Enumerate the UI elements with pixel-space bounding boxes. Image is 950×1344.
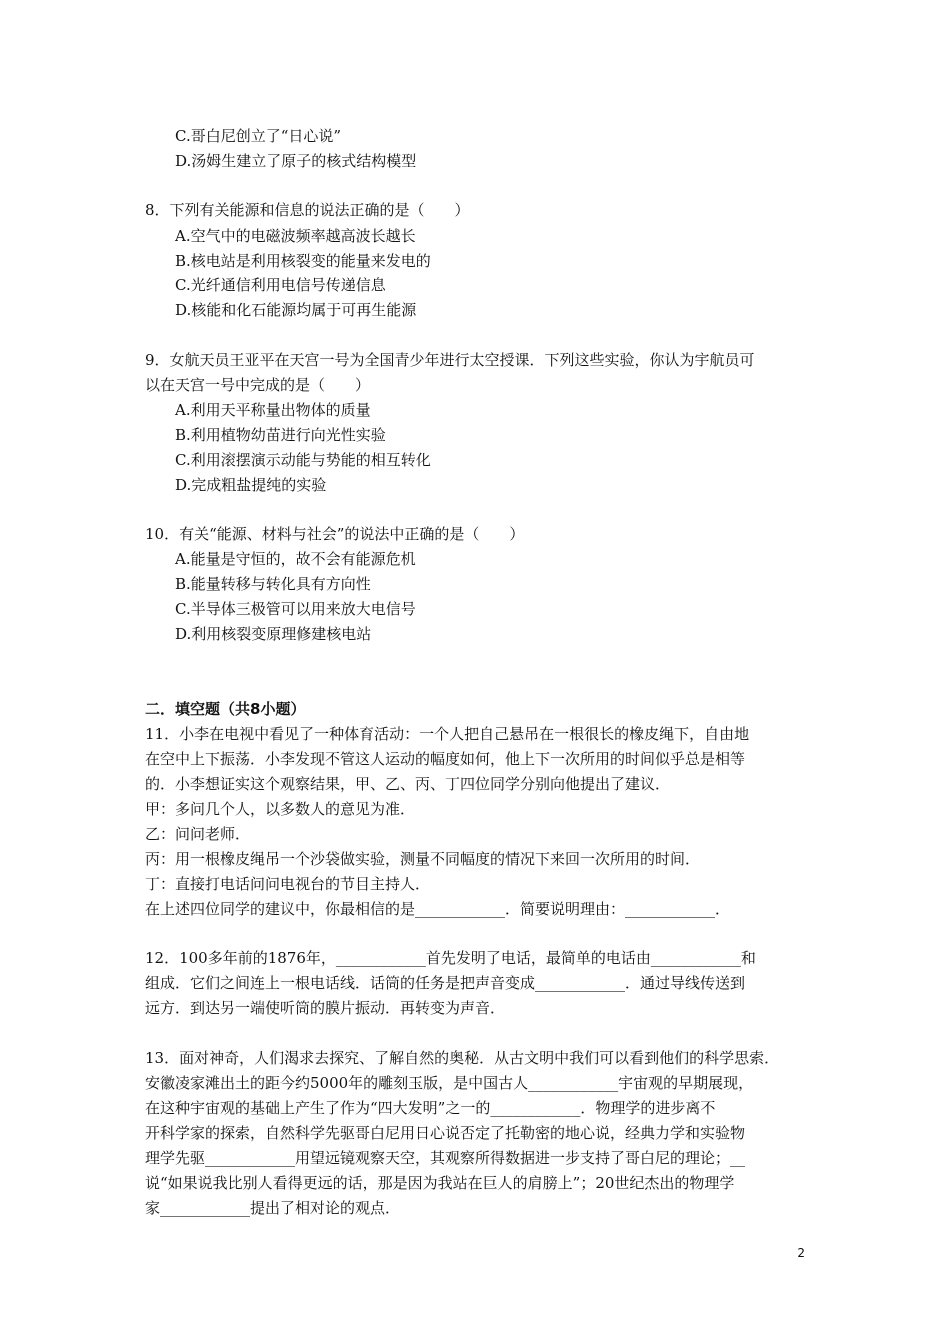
q10-option-c: C.半导体三极管可以用来放大电信号 (175, 600, 416, 618)
q13-line: 理学先驱____________用望远镜观察天空，其观察所得数据进一步支持了哥白尼的理论；__ (145, 1149, 746, 1167)
q11-line: 在上述四位同学的建议中，你最相信的是____________．简要说明理由：____________． (145, 900, 731, 918)
q10-option-b: B.能量转移与转化具有方向性 (175, 575, 371, 593)
q10-option-a: A.能量是守恒的，故不会有能源危机 (175, 550, 416, 568)
q8-option-c: C.光纤通信利用电信号传递信息 (175, 276, 386, 294)
q12-line: 12．100多年前的1876年，____________首先发明了电话，最简单的电话由____________和 (145, 949, 756, 967)
q11-line: 乙：问问老师． (145, 825, 251, 843)
q13-line: 说“如果说我比别人看得更远的话，那是因为我站在巨人的肩膀上”；20世纪杰出的物理学 (145, 1174, 735, 1192)
q11-line: 的．小李想证实这个观察结果，甲、乙、丙、丁四位同学分别向他提出了建议． (145, 775, 671, 793)
q9-stem-line: 以在天宫一号中完成的是（ ） (145, 376, 371, 394)
q9-option-c: C.利用滚摆演示动能与势能的相互转化 (175, 451, 431, 469)
q7-option-c: C.哥白尼创立了“日心说” (175, 127, 342, 145)
q10-option-d: D.利用核裂变原理修建核电站 (175, 625, 372, 643)
q8-stem: 8．下列有关能源和信息的说法正确的是（ ） (145, 201, 470, 219)
section-title: 二．填空题（共8小题） (145, 700, 306, 718)
q9-stem-line: 9．女航天员王亚平在天宫一号为全国青少年进行太空授课．下列这些实验，你认为宇航员可 (145, 351, 755, 369)
q9-option-b: B.利用植物幼苗进行向光性实验 (175, 426, 386, 444)
q13-line: 开科学家的探索，自然科学先驱哥白尼用日心说否定了托勒密的地心说，经典力学和实验物 (145, 1124, 746, 1142)
page-number: 2 (797, 1246, 805, 1260)
q8-option-d: D.核能和化石能源均属于可再生能源 (175, 301, 417, 319)
q11-line: 在空中上下振荡．小李发现不管这人运动的幅度如何，他上下一次所用的时间似乎总是相等 (145, 750, 746, 768)
q9-option-a: A.利用天平称量出物体的质量 (175, 401, 371, 419)
q11-line: 丙：用一根橡皮绳吊一个沙袋做实验，测量不同幅度的情况下来回一次所用的时间． (145, 850, 701, 868)
q11-line: 丁：直接打电话问问电视台的节目主持人． (145, 875, 431, 893)
q7-option-d: D.汤姆生建立了原子的核式结构模型 (175, 152, 417, 170)
q13-line: 在这种宇宙观的基础上产生了作为“四大发明”之一的____________．物理学的进步离不 (145, 1099, 716, 1117)
q11-line: 11．小李在电视中看见了一种体育活动：一个人把自己悬吊在一根很长的橡皮绳下，自由地 (145, 725, 750, 743)
q12-line: 远方．到达另一端使听筒的膜片振动．再转变为声音． (145, 999, 506, 1017)
q12-line: 组成．它们之间连上一根电话线．话筒的任务是把声音变成____________．通过导线传送到 (145, 974, 746, 992)
q8-option-a: A.空气中的电磁波频率越高波长越长 (175, 227, 416, 245)
q13-line: 家____________提出了相对论的观点． (145, 1199, 401, 1217)
q9-option-d: D.完成粗盐提纯的实验 (175, 476, 327, 494)
q10-stem: 10．有关“能源、材料与社会”的说法中正确的是（ ） (145, 525, 525, 543)
q13-line: 13．面对神奇，人们渴求去探究、了解自然的奥秘．从古文明中我们可以看到他们的科学思索． (145, 1049, 780, 1067)
q11-line: 甲：多问几个人，以多数人的意见为准． (145, 800, 416, 818)
q13-line: 安徽凌家滩出土的距今约5000年的雕刻玉版，是中国古人____________宇宙观的早期展现， (145, 1074, 754, 1092)
q8-option-b: B.核电站是利用核裂变的能量来发电的 (175, 252, 431, 270)
